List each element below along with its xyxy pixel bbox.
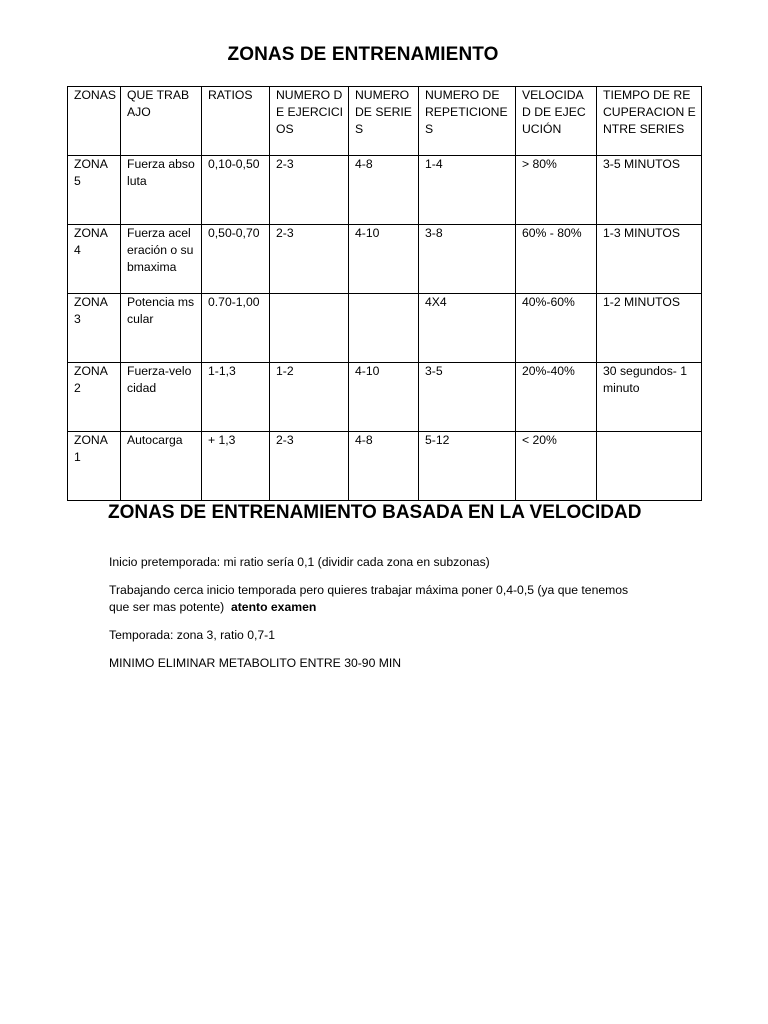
- training-zones-table: [67, 86, 702, 501]
- table-cell: Fuerza absoluta: [121, 156, 202, 225]
- table-cell: 0.70-1,00: [202, 294, 270, 363]
- table-cell: 2-3: [270, 225, 349, 294]
- table-header-row: [68, 87, 702, 156]
- column-header-velocidad-ejecucion: VELOCIDAD DE EJECUCIÓN: [516, 87, 597, 156]
- table-cell: 1-2 MINUTOS: [597, 294, 702, 363]
- table-cell: 3-8: [419, 225, 516, 294]
- table-cell: 4-10: [349, 363, 419, 432]
- table-cell: ZONA 5: [68, 156, 121, 225]
- table-cell: 0,10-0,50: [202, 156, 270, 225]
- table-cell: 4-8: [349, 432, 419, 501]
- column-header-numero-series: NUMERO DE SERIES: [349, 87, 419, 156]
- table-cell: + 1,3: [202, 432, 270, 501]
- table-cell: [597, 432, 702, 501]
- note-pretemporada: Inicio pretemporada: mi ratio sería 0,1 (dividir cada zona en subzonas): [109, 555, 490, 569]
- table-cell: [270, 294, 349, 363]
- table-cell: Autocarga: [121, 432, 202, 501]
- table-cell: Fuerza-velocidad: [121, 363, 202, 432]
- table-cell: 4-8: [349, 156, 419, 225]
- table-cell: 4-10: [349, 225, 419, 294]
- table-cell: 5-12: [419, 432, 516, 501]
- table-cell: [349, 294, 419, 363]
- table-cell: ZONA 3: [68, 294, 121, 363]
- table-row: [68, 432, 702, 501]
- page-title: ZONAS DE ENTRENAMIENTO: [227, 44, 499, 65]
- note-inicio-temporada: [109, 582, 629, 616]
- table-cell: 0,50-0,70: [202, 225, 270, 294]
- note-exam-highlight: atento examen: [230, 600, 317, 614]
- table-cell: < 20%: [516, 432, 597, 501]
- table-cell: Potencia mscular: [121, 294, 202, 363]
- table-cell: 2-3: [270, 432, 349, 501]
- table-cell: 30 segundos- 1 minuto: [597, 363, 702, 432]
- table-row: [68, 225, 702, 294]
- table-cell: Fuerza aceleración o submaxima: [121, 225, 202, 294]
- table-cell: ZONA 4: [68, 225, 121, 294]
- table-cell: 4X4: [419, 294, 516, 363]
- table-cell: 3-5 MINUTOS: [597, 156, 702, 225]
- table-cell: ZONA 1: [68, 432, 121, 501]
- table-cell: 3-5: [419, 363, 516, 432]
- notes-section: [109, 554, 629, 683]
- note-temporada: Temporada: zona 3, ratio 0,7-1: [109, 628, 275, 642]
- table-cell: 1-1,3: [202, 363, 270, 432]
- table-row: [68, 294, 702, 363]
- table-cell: 60% - 80%: [516, 225, 597, 294]
- column-header-que-trabajo: QUE TRABAJO: [121, 87, 202, 156]
- table-cell: 1-4: [419, 156, 516, 225]
- column-header-zonas: ZONAS: [68, 87, 121, 156]
- table-cell: 40%-60%: [516, 294, 597, 363]
- section-subtitle: ZONAS DE ENTRENAMIENTO BASADA EN LA VELOCIDAD: [108, 502, 642, 523]
- table-cell: 1-2: [270, 363, 349, 432]
- table-row: [68, 363, 702, 432]
- note-metabolito: MINIMO ELIMINAR METABOLITO ENTRE 30-90 MIN: [109, 656, 402, 670]
- table-row: [68, 156, 702, 225]
- table-cell: 20%-40%: [516, 363, 597, 432]
- table-cell: 2-3: [270, 156, 349, 225]
- note-inicio-temporada-text: Trabajando cerca inicio temporada pero quieres trabajar máxima poner 0,4-0,5 (ya que tenemos que ser mas potente): [109, 583, 629, 614]
- column-header-numero-ejercicios: NUMERO DE EJERCICIOS: [270, 87, 349, 156]
- table-cell: ZONA 2: [68, 363, 121, 432]
- table-cell: 1-3 MINUTOS: [597, 225, 702, 294]
- column-header-tiempo-recuperacion: TIEMPO DE RECUPERACION ENTRE SERIES: [597, 87, 702, 156]
- table-cell: > 80%: [516, 156, 597, 225]
- column-header-numero-repeticiones: NUMERO DE REPETICIONES: [419, 87, 516, 156]
- column-header-ratios: RATIOS: [202, 87, 270, 156]
